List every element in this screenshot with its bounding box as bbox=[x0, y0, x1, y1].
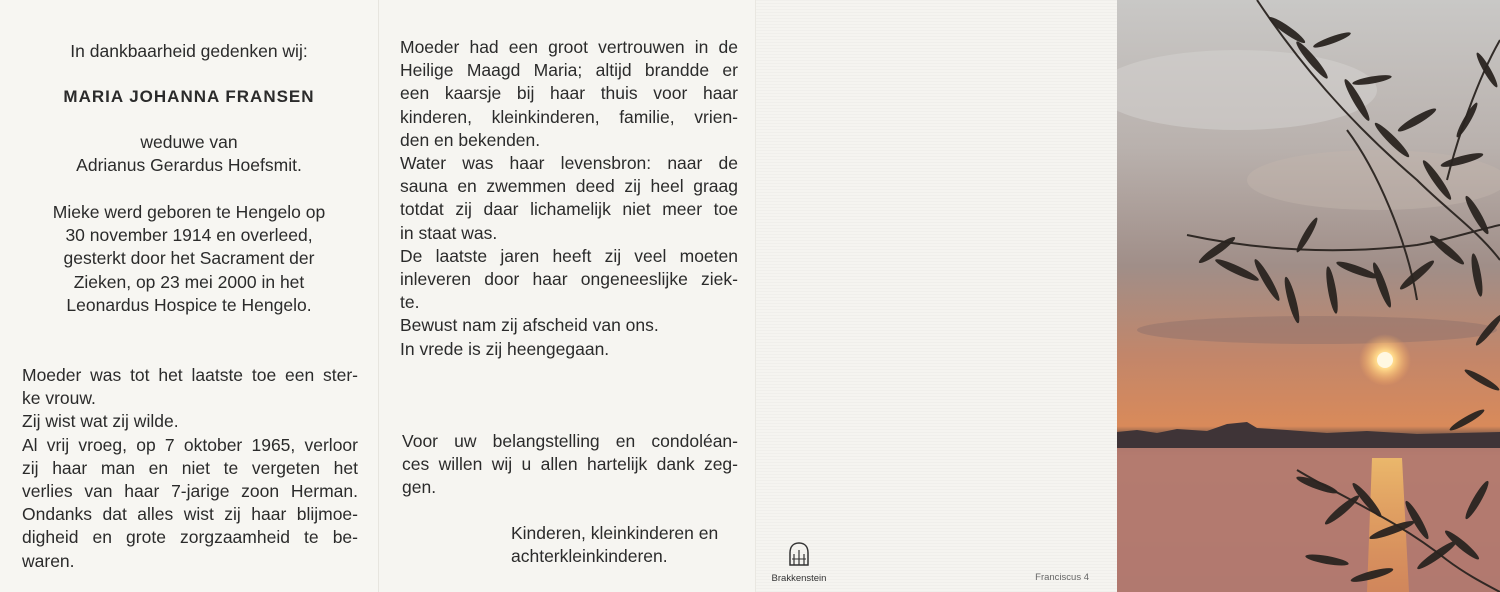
story-line: zij haar man en niet te vergeten het bbox=[22, 457, 358, 478]
photo-image bbox=[1117, 0, 1500, 592]
bio-line: gesterkt door het Sacrament der bbox=[63, 248, 315, 269]
publisher-logo bbox=[770, 541, 828, 584]
memorial-line: den en bekenden. bbox=[400, 129, 541, 150]
thanks-line: gen. bbox=[402, 477, 437, 498]
memorial-line: Moeder had een groot vertrouwen in de bbox=[400, 37, 738, 57]
publisher-emblem-icon bbox=[788, 541, 810, 567]
memorial-line: De laatste jaren heeft zij veel moeten bbox=[400, 245, 738, 266]
memorial-line: inleveren door haar ongeneeslijke ziek- bbox=[400, 269, 738, 290]
memorial-line: in staat was. bbox=[400, 222, 498, 243]
widow-line: weduwe van bbox=[140, 132, 238, 152]
widow-line: Adrianus Gerardus Hoefsmit. bbox=[76, 155, 302, 176]
memorial-line: Heilige Maagd Maria; altijd brandde er bbox=[400, 60, 738, 81]
card-panel-middle bbox=[378, 0, 755, 592]
story-line: Zij wist wat zij wilde. bbox=[22, 411, 179, 432]
memorial-line: Bewust nam zij afscheid van ons. bbox=[400, 315, 659, 336]
memorial-line: een kaarsje bij haar thuis voor haar bbox=[400, 83, 738, 104]
story-block bbox=[22, 364, 358, 573]
memorial-line: sauna en zwemmen deed zij heel graag bbox=[400, 176, 738, 197]
bio-line: 30 november 1914 en overleed, bbox=[65, 225, 313, 246]
intro-text: In dankbaarheid gedenken wij: bbox=[70, 41, 308, 61]
story-line: Al vrij vroeg, op 7 oktober 1965, verloor bbox=[22, 434, 358, 455]
story-line: Moeder was tot het laatste toe een ster- bbox=[22, 365, 358, 385]
memorial-line: te. bbox=[400, 292, 420, 313]
bio-line: Mieke werd geboren te Hengelo op bbox=[52, 202, 326, 222]
signature-line: Kinderen, kleinkinderen en bbox=[511, 523, 719, 543]
publisher-name: Brakkenstein bbox=[771, 573, 827, 584]
sunset-lake-photo bbox=[1117, 0, 1500, 592]
signature-line: achterkleinkinderen. bbox=[511, 546, 668, 567]
card-code: Franciscus 4 bbox=[1035, 572, 1089, 583]
memorial-line: kinderen, kleinkinderen, familie, vrien- bbox=[400, 106, 738, 127]
thanks-line: Voor uw belangstelling en condoléan- bbox=[402, 431, 738, 451]
thanks-line: ces willen wij u allen hartelijk dank zeg- bbox=[402, 454, 738, 475]
memorial-line: In vrede is zij heengegaan. bbox=[400, 338, 610, 359]
card-panel-back bbox=[755, 0, 1117, 592]
bio-line: Zieken, op 23 mei 2000 in het bbox=[73, 271, 305, 292]
bio-line: Leonardus Hospice te Hengelo. bbox=[66, 294, 312, 315]
story-line: Ondanks dat alles wist zij haar blijmoe- bbox=[22, 504, 358, 525]
story-line: waren. bbox=[22, 550, 75, 571]
widow-block bbox=[0, 131, 378, 177]
card-panel-left bbox=[0, 0, 378, 592]
bio-block bbox=[0, 201, 378, 317]
story-line: verlies van haar 7-jarige zoon Herman. bbox=[22, 481, 358, 502]
story-line: digheid en grote zorgzaamheid te be- bbox=[22, 527, 358, 548]
memorial-text-block bbox=[400, 36, 738, 361]
deceased-name: MARIA JOHANNA FRANSEN bbox=[63, 87, 315, 106]
story-line: ke vrouw. bbox=[22, 388, 96, 409]
memorial-line: totdat zij daar lichamelijk niet meer toe bbox=[400, 199, 738, 220]
thanks-block bbox=[402, 430, 738, 500]
signature-block bbox=[511, 522, 751, 568]
memorial-line: Water was haar levensbron: naar de bbox=[400, 153, 738, 174]
